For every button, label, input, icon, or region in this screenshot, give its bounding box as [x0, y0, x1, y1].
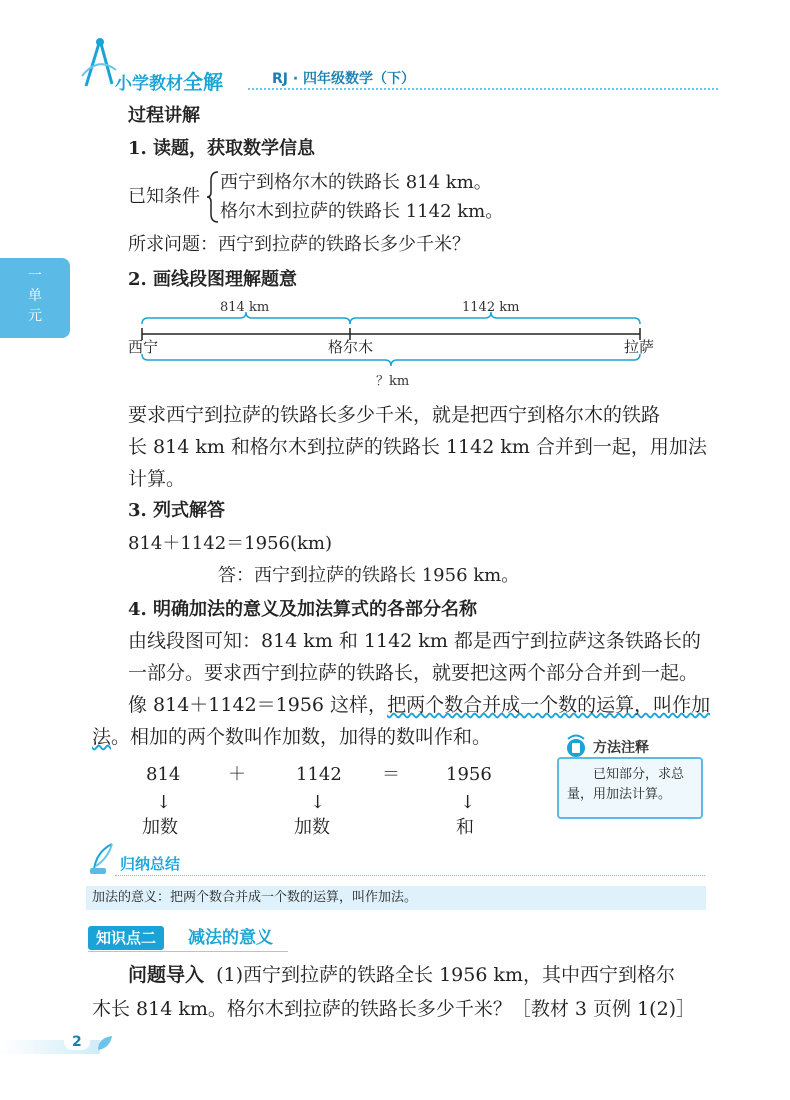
step4-line4 [92, 720, 491, 754]
total-label: ？km [376, 374, 410, 389]
method-note-icon [563, 733, 589, 759]
method-note-line2: 量，用加法计算。 [567, 787, 672, 802]
page-number: 2 [64, 1034, 90, 1050]
step3-formula: 814＋1142＝1956(km) [128, 533, 332, 554]
eq-plus: ＋ [228, 764, 246, 785]
side-tab-line1: 一 [28, 268, 42, 284]
summary-divider [115, 875, 705, 876]
step2-para-line2: 长 814 km 和格尔木到拉萨的铁路长 1142 km 合并到一起，用加法 [128, 436, 707, 458]
known-condition-2: 格尔木到拉萨的铁路长 1142 km。 [220, 201, 504, 222]
name-addend-b: 加数 [294, 817, 330, 838]
step4-line1: 由线段图可知：814 km 和 1142 km 都是西宁到拉萨这条铁路长的 [128, 630, 701, 652]
summary-text: 加法的意义：把两个数合并成一个数的运算，叫作加法。 [86, 886, 706, 910]
step4-heading: 4. 明确加法的意义及加法算式的各部分名称 [128, 599, 478, 620]
name-addend-a: 加数 [142, 817, 178, 838]
curly-brace [206, 170, 220, 224]
line-segment-diagram [130, 312, 660, 372]
arrow-down-icon: ↓ [310, 792, 326, 813]
book-subtitle: RJ · 四年级数学（下） [272, 71, 416, 87]
definition-emphasis-1: 把两个数合并成一个数的运算，叫作加 [387, 694, 711, 716]
step2-para-line1: 要求西宁到拉萨的铁路长多少千米，就是把西宁到格尔木的铁路 [128, 404, 661, 426]
eq-equals: ＝ [382, 764, 400, 785]
book-title-b: 全解 [183, 70, 223, 94]
method-note-title: 方法注释 [593, 740, 649, 756]
knowledge-point-title: 减法的意义 [188, 928, 273, 948]
step3-heading: 3. 列式解答 [128, 500, 226, 521]
step1-heading: 1. 读题，获取数学信息 [128, 138, 316, 159]
summary-title: 归纳总结 [120, 855, 181, 873]
step4-line4-post: 。相加的两个数叫作加数，加得的数叫作和。 [111, 726, 492, 748]
segment1-label: 814 km [220, 300, 270, 315]
side-tab-line2: 单 [28, 288, 42, 304]
step4-line3 [128, 688, 710, 722]
eq-addend-b: 1142 [296, 764, 342, 785]
arrow-down-icon: ↓ [460, 792, 476, 813]
book-title-a: 小学教材 [115, 74, 183, 94]
definition-emphasis-2: 法 [92, 726, 112, 748]
segment2-label: 1142 km [462, 300, 520, 315]
leaf-icon [96, 1034, 114, 1052]
step2-para-line3: 计算。 [128, 468, 186, 490]
compass-logo-icon [78, 36, 118, 92]
name-sum: 和 [456, 817, 474, 838]
place-golmud: 格尔木 [328, 338, 374, 356]
book-title [115, 66, 223, 95]
eq-sum: 1956 [446, 764, 492, 785]
problem-line2: 木长 814 km。格尔木到拉萨的铁路长多少千米？［教材 3 页例 1(2)］ [92, 998, 696, 1020]
problem-line1 [128, 958, 675, 992]
unit-side-tab [0, 258, 70, 338]
method-note-box [557, 757, 703, 819]
place-xining: 西宁 [128, 338, 159, 356]
arrow-down-icon: ↓ [156, 792, 172, 813]
header-divider [248, 88, 718, 90]
step4-line2: 一部分。要求西宁到拉萨的铁路长，就要把这两个部分合并到一起。 [128, 662, 699, 684]
eq-addend-a: 814 [146, 764, 181, 785]
knowledge-point-underline [88, 951, 288, 952]
side-tab-line3: 元 [28, 308, 42, 324]
problem-label: 问题导入 [128, 964, 205, 986]
known-condition-1: 西宁到格尔木的铁路长 814 km。 [220, 172, 492, 193]
knowledge-point-badge: 知识点二 [88, 926, 164, 950]
known-label: 已知条件 [128, 186, 200, 207]
step2-heading: 2. 画线段图理解题意 [128, 269, 298, 290]
quill-pen-icon [86, 842, 118, 876]
step4-line3-pre: 像 814＋1142＝1956 这样， [128, 694, 388, 716]
step3-answer: 答：西宁到拉萨的铁路长 1956 km。 [218, 565, 520, 586]
problem-text-1: (1)西宁到拉萨的铁路全长 1956 km，其中西宁到格尔 [216, 964, 675, 986]
method-note-line1: 已知部分，求总 [593, 767, 685, 782]
place-lhasa: 拉萨 [624, 338, 655, 356]
section-title: 过程讲解 [128, 105, 200, 126]
question-text: 所求问题：西宁到拉萨的铁路长多少千米？ [128, 234, 470, 255]
